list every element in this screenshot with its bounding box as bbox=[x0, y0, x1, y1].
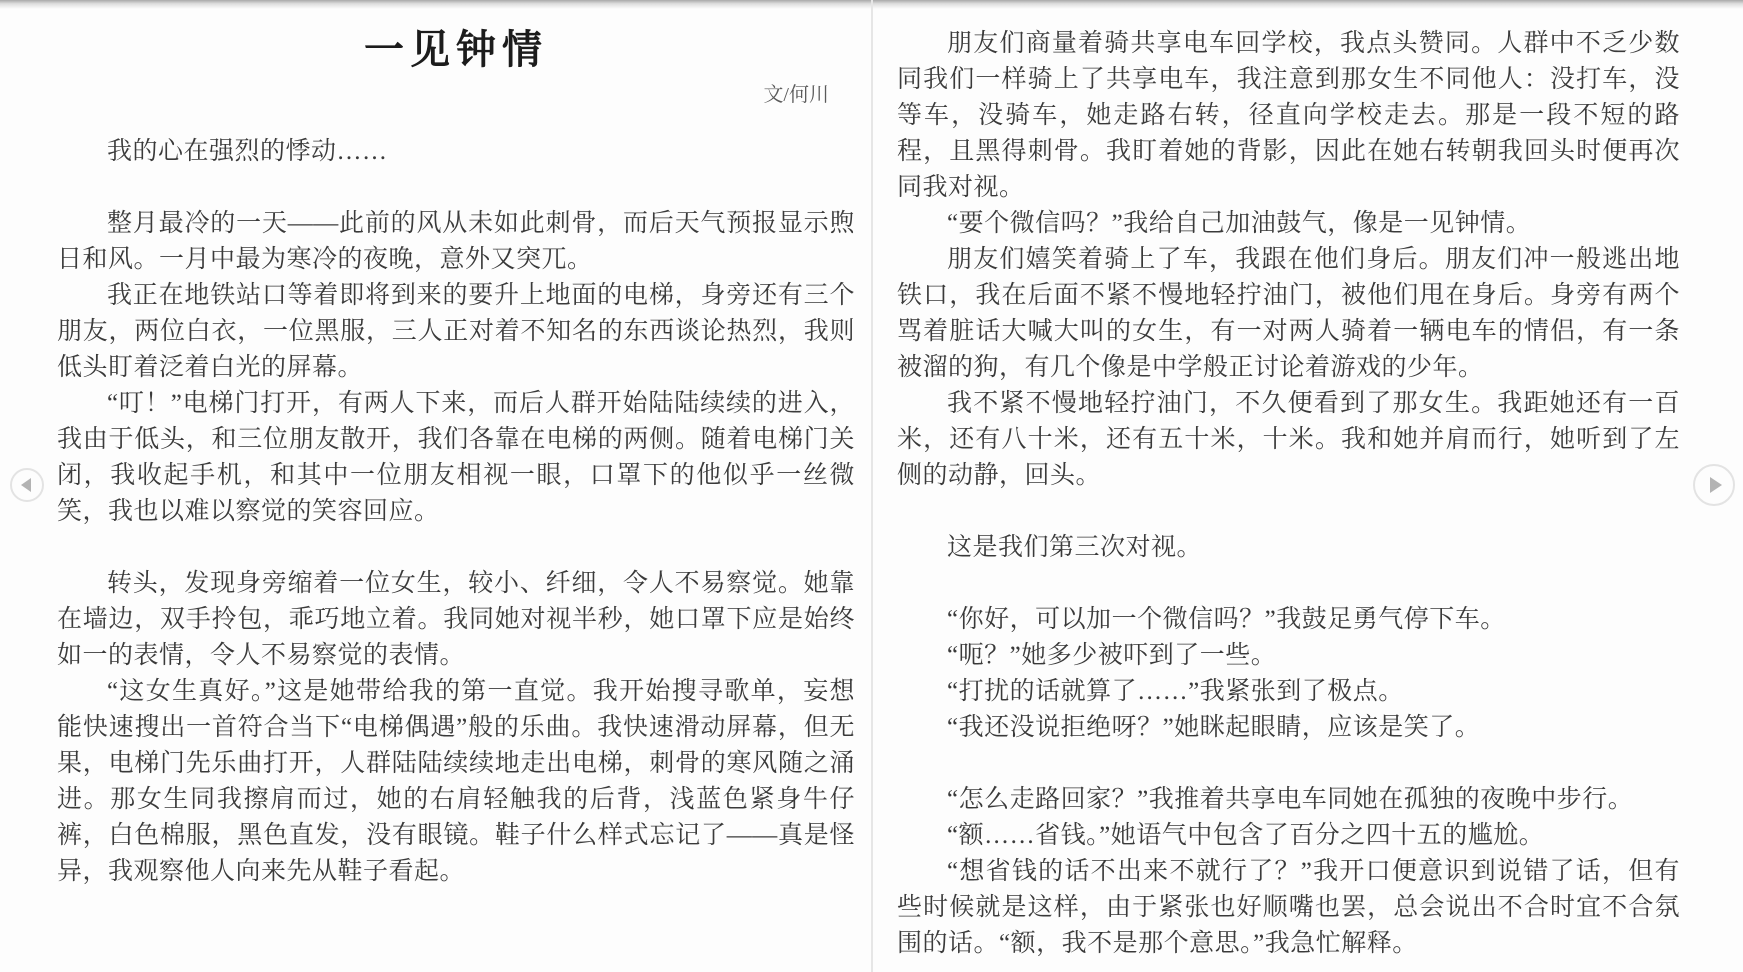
paragraph: “想省钱的话不出来不就行了？”我开口便意识到说错了话，但有些时候就是这样，由于紧张也好顺嘴也罢，总会说出不合时宜不合氛围的话。“额，我不是那个意思。”我急忙解释。 bbox=[897, 858, 1680, 957]
paragraph: 转头，发现身旁缩着一位女生，较小、纤细，令人不易察觉。她靠在墙边，双手拎包，乖巧地立着。我同她对视半秒，她口罩下应是始终如一的表情，令人不易察觉的表情。 bbox=[57, 570, 855, 669]
article-title: 一见钟情 bbox=[364, 27, 548, 72]
right-column bbox=[897, 26, 1680, 962]
paragraph: 我正在地铁站口等着即将到来的要升上地面的电梯，身旁还有三个朋友，两位白衣，一位黑服，三人正对着不知名的东西谈论热烈，我则低头盯着泛着白光的屏幕。 bbox=[57, 282, 855, 381]
article-byline: 文/何川 bbox=[763, 84, 829, 106]
paragraph: “打扰的话就算了……”我紧张到了极点。 bbox=[947, 678, 1404, 705]
paragraph: “这女生真好。”这是她带给我的第一直觉。我开始搜寻歌单，妄想能快速搜出一首符合当下“电梯偶遇”般的乐曲。我快速滑动屏幕，但无果，电梯门先乐曲打开，人群陆陆续续地走出电梯，刺骨的寒风随之涌进。那女生同我擦肩而过，她的右肩轻触我的后背，浅蓝色紧身牛仔裤，白色棉服，黑色直发，没有眼镜。鞋子什么样式忘记了——真是怪异，我观察他人向来先从鞋子看起。 bbox=[57, 678, 855, 885]
paragraph: 这是我们第三次对视。 bbox=[947, 534, 1203, 561]
paragraph: 整月最冷的一天——此前的风从未如此刺骨，而后天气预报显示煦日和风。一月中最为寒冷的夜晚，意外又突兀。 bbox=[57, 210, 855, 273]
paragraph: “叮！”电梯门打开，有两人下来，而后人群开始陆陆续续的进入，我由于低头，和三位朋友散开，我们各靠在电梯的两侧。随着电梯门关闭，我收起手机，和其中一位朋友相视一眼，口罩下的他似乎一丝微笑，我也以难以察觉的笑容回应。 bbox=[57, 390, 855, 525]
next-page-button[interactable] bbox=[1693, 464, 1735, 506]
paragraph: “我还没说拒绝呀？”她眯起眼睛，应该是笑了。 bbox=[947, 714, 1481, 741]
paragraph: “怎么走路回家？”我推着共享电车同她在孤独的夜晚中步行。 bbox=[947, 786, 1634, 813]
chevron-left-icon bbox=[21, 478, 31, 492]
paragraph: “额……省钱。”她语气中包含了百分之四十五的尴尬。 bbox=[947, 822, 1545, 849]
paragraph: “要个微信吗？”我给自己加油鼓气，像是一见钟情。 bbox=[947, 210, 1532, 237]
chevron-right-icon bbox=[1710, 477, 1722, 493]
paragraph: 我的心在强烈的悸动…… bbox=[107, 138, 388, 165]
left-column bbox=[57, 18, 855, 890]
prev-page-button[interactable] bbox=[10, 468, 44, 502]
paragraph: 我不紧不慢地轻拧油门，不久便看到了那女生。我距她还有一百米，还有八十米，还有五十米，十米。我和她并肩而行，她听到了左侧的动静，回头。 bbox=[897, 390, 1680, 489]
paragraph: “你好，可以加一个微信吗？”我鼓足勇气停下车。 bbox=[947, 606, 1506, 633]
paragraph: 朋友们商量着骑共享电车回学校，我点头赞同。人群中不乏少数同我们一样骑上了共享电车，我注意到那女生不同他人：没打车，没等车，没骑车，她走路右转，径直向学校走去。那是一段不短的路程，且黑得刺骨。我盯着她的背影，因此在她右转朝我回头时便再次同我对视。 bbox=[897, 30, 1680, 201]
paragraph: “呃？”她多少被吓到了一些。 bbox=[947, 642, 1277, 669]
right-column-paragraphs bbox=[897, 26, 1680, 962]
column-divider bbox=[871, 0, 873, 972]
paragraph: 朋友们嬉笑着骑上了车，我跟在他们身后。朋友们冲一般逃出地铁口，我在后面不紧不慢地轻拧油门，被他们甩在身后。身旁有两个骂着脏话大喊大叫的女生，有一对两人骑着一辆电车的情侣，有一条被溜的狗，有几个像是中学般正讨论着游戏的少年。 bbox=[897, 246, 1680, 381]
left-column-paragraphs bbox=[57, 134, 855, 890]
